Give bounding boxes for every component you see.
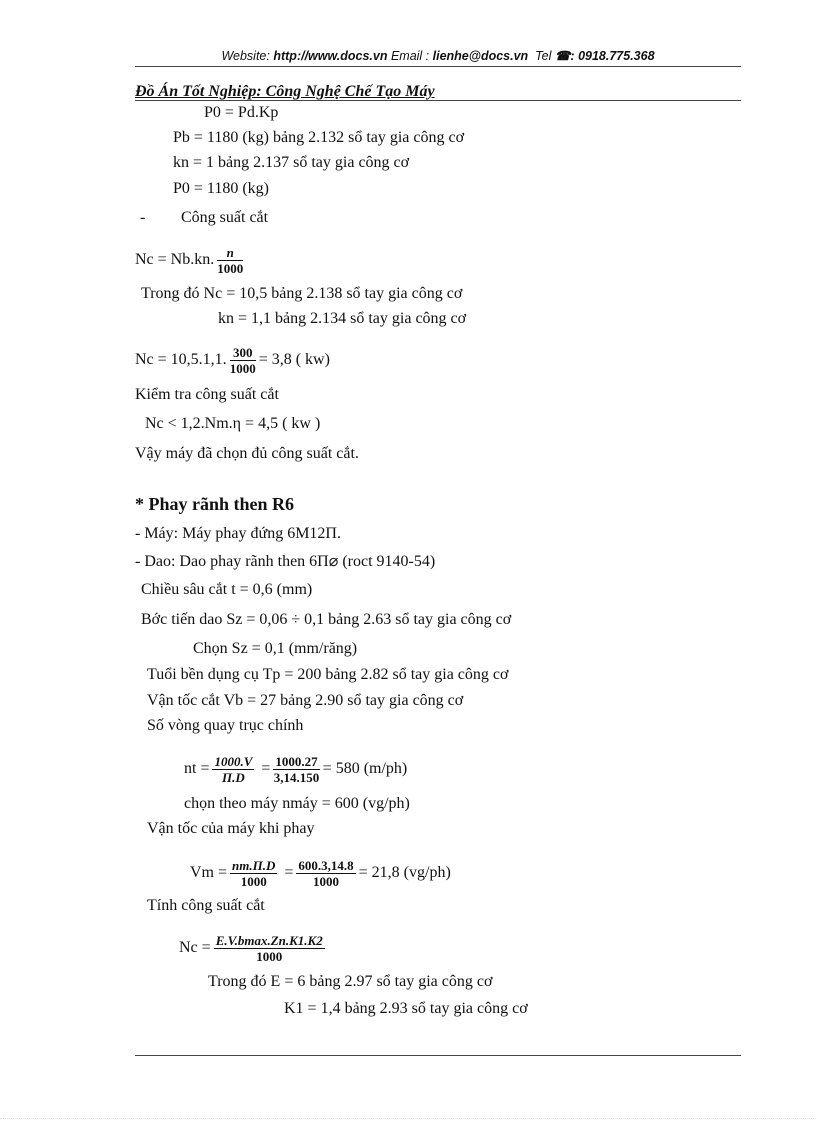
bullet-dash: - [140,209,146,226]
tel-suffix: : [570,49,575,63]
nc2-formula [135,345,330,376]
title-underline [135,100,741,101]
nt-eq: = [261,760,271,778]
vm-f1-numerator: nm.Π.D [232,858,276,873]
nt-rhs: = 580 (m/ph) [322,760,408,778]
phone-icon: ☎ [554,49,571,63]
kn2-line: kn = 1,1 bảng 2.134 sổ tay gia công cơ [218,310,467,327]
vm-fraction-2 [296,858,355,889]
e-value: Trong đó E = 6 bảng 2.97 sổ tay gia công cơ [208,973,493,990]
nt-fraction-1 [212,754,254,785]
machine-speed: chọn theo máy nmáy = 600 (vg/ph) [184,795,410,812]
phone-number: 0918.775.368 [578,49,655,63]
vm-eq: = [284,864,294,882]
feed-choice: Chọn Sz = 0,1 (mm/răng) [193,640,358,657]
website-url[interactable]: http://www.docs.vn [273,49,388,63]
document-title: Đồ Án Tốt Nghiệp: Công Nghệ Chế Tạo Máy [135,83,435,100]
nc-lhs: Nc = Nb.kn. [135,251,215,269]
k1-value: K1 = 1,4 bảng 2.93 sổ tay gia công cơ [284,1000,528,1017]
nc2-fraction [230,345,256,376]
cut-speed: Vận tốc cắt Vb = 27 bảng 2.90 sổ tay gia công cơ [147,692,464,709]
vm-fraction-1 [230,858,277,889]
tool-line: - Dao: Dao phay rãnh then 6Π⌀ (roct 9140-54) [135,553,436,570]
nc3-denominator: 1000 [256,949,283,964]
check-power: Kiểm tra công suất cắt [135,386,279,403]
footer-divider [135,1055,741,1056]
nt-lhs: nt = [184,760,210,778]
nt-f2-numerator: 1000.27 [275,754,318,769]
tel-label: Tel [535,49,552,63]
nc-denominator: 1000 [217,261,244,276]
p0-formula: P0 = Pd.Kp [204,104,279,121]
nt-fraction-2 [273,754,319,785]
tool-life: Tuổi bền dụng cụ Tp = 200 bảng 2.82 sổ tay gia công cơ [147,666,509,683]
vm-f2-denominator: 1000 [313,874,340,889]
spindle-heading: Số vòng quay trục chính [147,717,304,734]
nc2-rhs: = 3,8 ( kw) [258,351,330,369]
vm-lhs: Vm = [190,864,228,882]
pb-line: Pb = 1180 (kg) bảng 2.132 sổ tay gia công cơ [173,129,465,146]
nc2-lhs: Nc = 10,5.1,1. [135,351,227,369]
nt-f1-numerator: 1000.V [214,754,253,769]
vm-f1-denominator: 1000 [240,874,267,889]
nc3-lhs: Nc = [179,939,211,957]
nc3-formula [179,933,328,964]
trong-do-nc: Trong đó Nc = 10,5 bảng 2.138 sổ tay gia công cơ [141,285,463,302]
depth-line: Chiều sâu cắt t = 0,6 (mm) [141,581,313,598]
nc-fraction [217,245,243,276]
nc-numerator: n [217,245,243,261]
conclusion: Vậy máy đã chọn đủ công suất cắt. [135,445,359,462]
nt-f2-denominator: 3,14.150 [273,770,320,785]
nc2-numerator: 300 [230,345,256,361]
machine-line: - Máy: Máy phay đứng 6M12Π. [135,525,341,542]
vm-rhs: = 21,8 (vg/ph) [358,864,451,882]
nc-formula [135,245,246,276]
calc-power: Tính công suất cắt [147,897,265,914]
header-divider [135,66,741,67]
p0-value: P0 = 1180 (kg) [173,180,269,197]
nc3-fraction [214,933,325,964]
website-label: Website: [221,49,270,63]
page-bottom-edge [0,1118,816,1119]
check-formula: Nc < 1,2.Nm.η = 4,5 ( kw ) [145,415,321,432]
nt-formula [184,754,407,785]
email-label: Email : [390,49,430,63]
email-address[interactable]: lienhe@docs.vn [432,49,529,63]
nt-f1-denominator: Π.D [222,770,245,785]
page-header [135,48,741,63]
vm-formula [190,858,451,889]
nc3-numerator: E.V.bmax.Zn.K1.K2 [215,933,323,948]
power-heading: Công suất cắt [181,209,269,226]
vm-f2-numerator: 600.3,14.8 [298,858,354,873]
nc2-denominator: 1000 [229,361,256,376]
machine-velocity-heading: Vận tốc của máy khi phay [147,820,315,837]
kn-line: kn = 1 bảng 2.137 sổ tay gia công cơ [173,154,410,171]
feed-line: Bớc tiến dao Sz = 0,06 ÷ 0,1 bảng 2.63 sổ tay gia công cơ [141,611,512,628]
section-heading: * Phay rãnh then R6 [135,494,295,514]
